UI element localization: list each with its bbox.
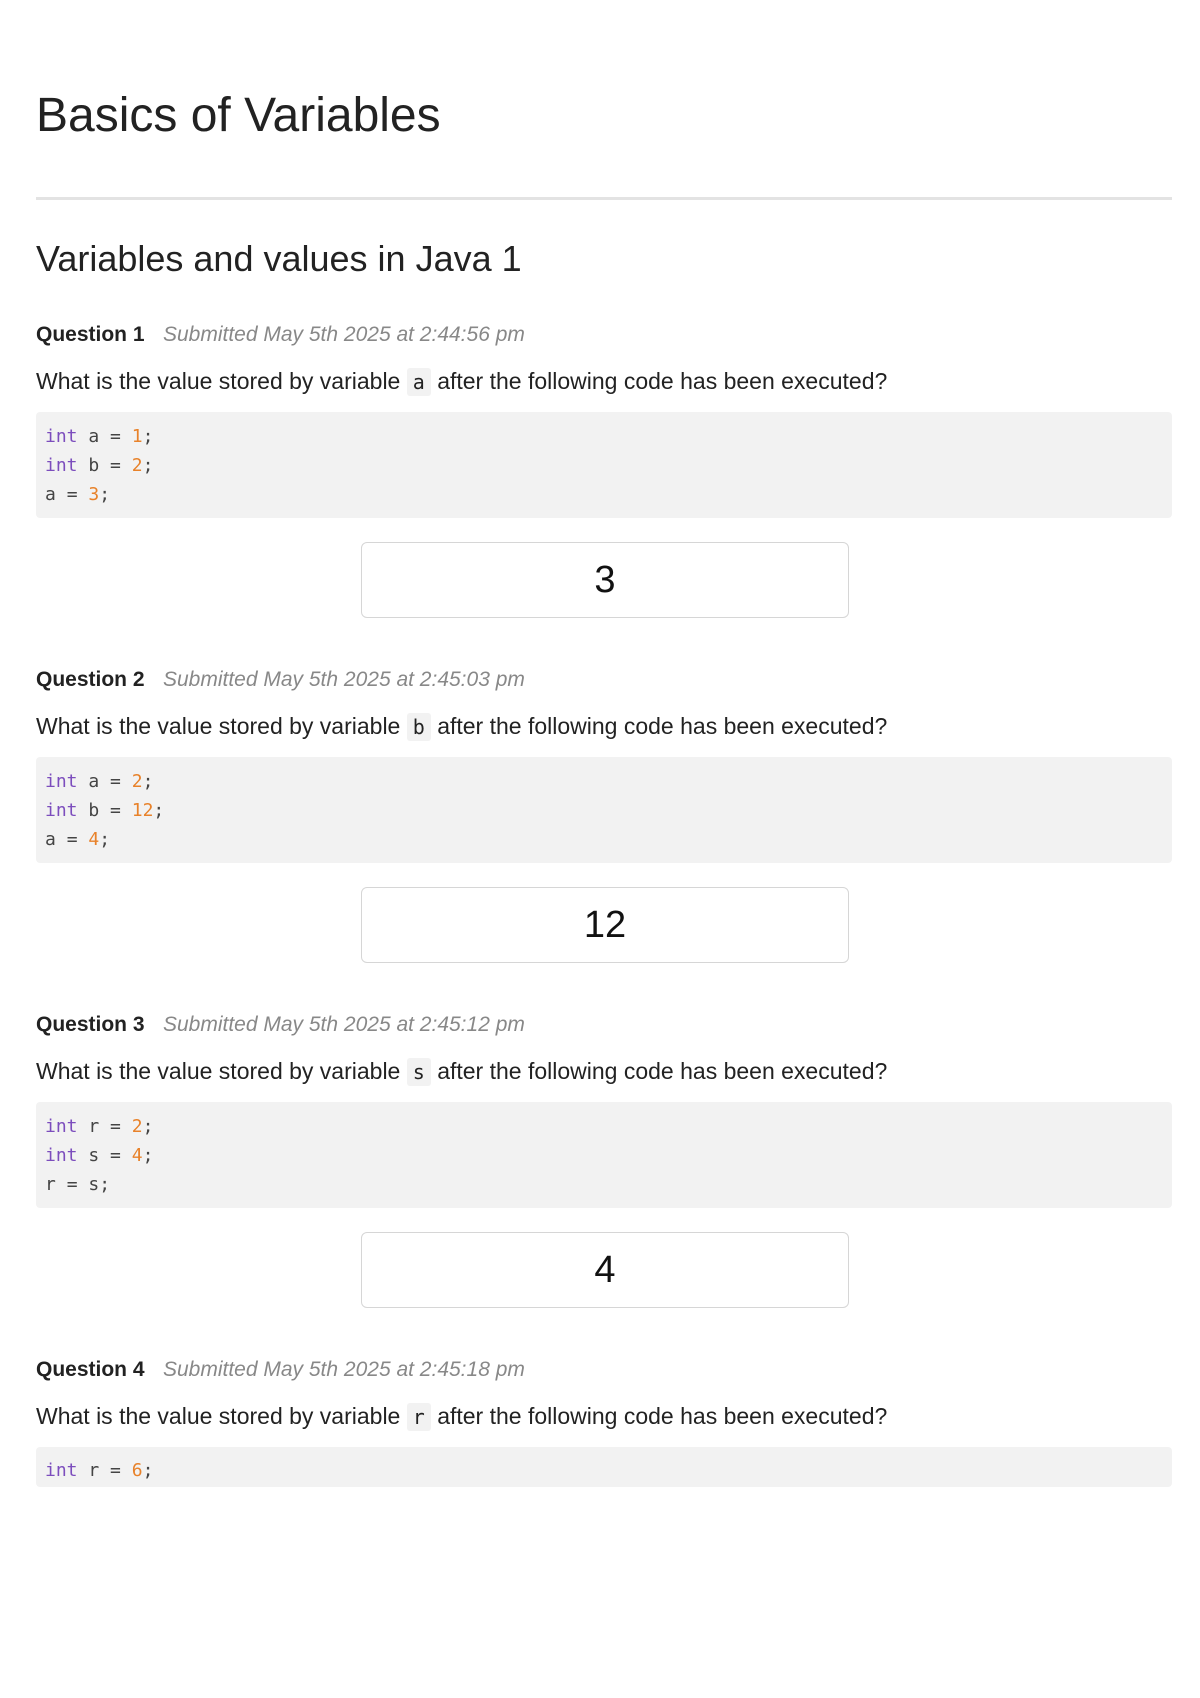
semicolon: ; [153, 800, 165, 821]
question-header [36, 1353, 1172, 1387]
operator: = [66, 829, 78, 850]
semicolon: ; [99, 829, 111, 850]
prompt-text: What is the value stored by variable [36, 1403, 401, 1429]
submitted-timestamp: Submitted May 5th 2025 at 2:45:03 pm [162, 668, 525, 691]
answer-input[interactable]: 3 [361, 542, 849, 618]
semicolon: ; [142, 426, 154, 447]
semicolon: ; [142, 1116, 154, 1137]
variable-name: s [407, 1058, 431, 1086]
variable-name: a [407, 368, 431, 396]
operator: = [110, 455, 121, 476]
submitted-timestamp: Submitted May 5th 2025 at 2:45:18 pm [162, 1358, 525, 1381]
keyword: int [45, 771, 78, 792]
code-line [45, 767, 1163, 796]
question-header [36, 1008, 1172, 1042]
code-line [45, 480, 1163, 509]
identifier: b [88, 800, 100, 821]
question-prompt [36, 1054, 887, 1089]
identifier: a [45, 829, 56, 850]
code-line [45, 825, 1163, 854]
keyword: int [45, 1116, 78, 1137]
prompt-text: What is the value stored by variable [36, 713, 401, 739]
semicolon: ; [142, 1145, 154, 1166]
prompt-text: after the following code has been executed? [437, 1058, 888, 1084]
number-literal: 12 [131, 800, 154, 821]
question-header [36, 318, 1172, 352]
keyword: int [45, 1145, 78, 1166]
operator: = [66, 1174, 78, 1195]
code-block [36, 1447, 1172, 1487]
question-1 [36, 318, 1172, 601]
semicolon: ; [142, 1460, 154, 1481]
operator: = [66, 484, 78, 505]
question-4 [36, 1353, 1172, 1481]
prompt-text: after the following code has been executed? [437, 368, 888, 394]
operator: = [110, 771, 121, 792]
identifier: r [88, 1460, 100, 1481]
code-block [36, 412, 1172, 518]
identifier: a [88, 771, 100, 792]
operator: = [110, 1460, 121, 1481]
code-line [45, 1170, 1163, 1199]
operator: = [110, 426, 121, 447]
prompt-text: What is the value stored by variable [36, 368, 401, 394]
prompt-text: after the following code has been executed? [437, 1403, 888, 1429]
question-prompt [36, 1399, 887, 1434]
question-3 [36, 1008, 1172, 1291]
submitted-timestamp: Submitted May 5th 2025 at 2:44:56 pm [162, 323, 525, 346]
keyword: int [45, 800, 78, 821]
divider [36, 197, 1172, 200]
question-label: Question 2 [36, 668, 145, 691]
code-line [45, 796, 1163, 825]
submitted-timestamp: Submitted May 5th 2025 at 2:45:12 pm [162, 1013, 525, 1036]
identifier: r [45, 1174, 56, 1195]
identifier: a [88, 426, 100, 447]
operator: = [110, 800, 121, 821]
number-literal: 4 [88, 829, 100, 850]
answer-input[interactable]: 12 [361, 887, 849, 963]
code-line [45, 451, 1163, 480]
code-line [45, 422, 1163, 451]
question-label: Question 3 [36, 1013, 145, 1036]
identifier: r [88, 1116, 100, 1137]
code-block [36, 1102, 1172, 1208]
question-label: Question 4 [36, 1358, 145, 1381]
variable-name: r [407, 1403, 431, 1431]
semicolon: ; [142, 455, 154, 476]
operator: = [110, 1116, 121, 1137]
prompt-text: What is the value stored by variable [36, 1058, 401, 1084]
number-literal: 1 [131, 426, 143, 447]
semicolon: ; [99, 484, 111, 505]
page-title: Basics of Variables [36, 89, 441, 142]
number-literal: 2 [131, 455, 143, 476]
section-title: Variables and values in Java 1 [36, 238, 522, 279]
semicolon: ; [142, 771, 154, 792]
keyword: int [45, 1460, 78, 1481]
variable-name: b [407, 713, 431, 741]
number-literal: 2 [131, 771, 143, 792]
semicolon: ; [99, 1174, 111, 1195]
question-label: Question 1 [36, 323, 145, 346]
number-literal: 3 [88, 484, 100, 505]
number-literal: 4 [131, 1145, 143, 1166]
identifier: s [88, 1174, 100, 1195]
identifier: a [45, 484, 56, 505]
code-line [45, 1456, 1163, 1485]
number-literal: 6 [131, 1460, 143, 1481]
question-prompt [36, 709, 887, 744]
question-2 [36, 663, 1172, 946]
code-block [36, 757, 1172, 863]
question-prompt [36, 364, 887, 399]
question-header [36, 663, 1172, 697]
identifier: s [88, 1145, 100, 1166]
keyword: int [45, 455, 78, 476]
prompt-text: after the following code has been executed? [437, 713, 888, 739]
code-line [45, 1141, 1163, 1170]
keyword: int [45, 426, 78, 447]
code-line [45, 1112, 1163, 1141]
identifier: b [88, 455, 100, 476]
answer-input[interactable]: 4 [361, 1232, 849, 1308]
number-literal: 2 [131, 1116, 143, 1137]
operator: = [110, 1145, 121, 1166]
